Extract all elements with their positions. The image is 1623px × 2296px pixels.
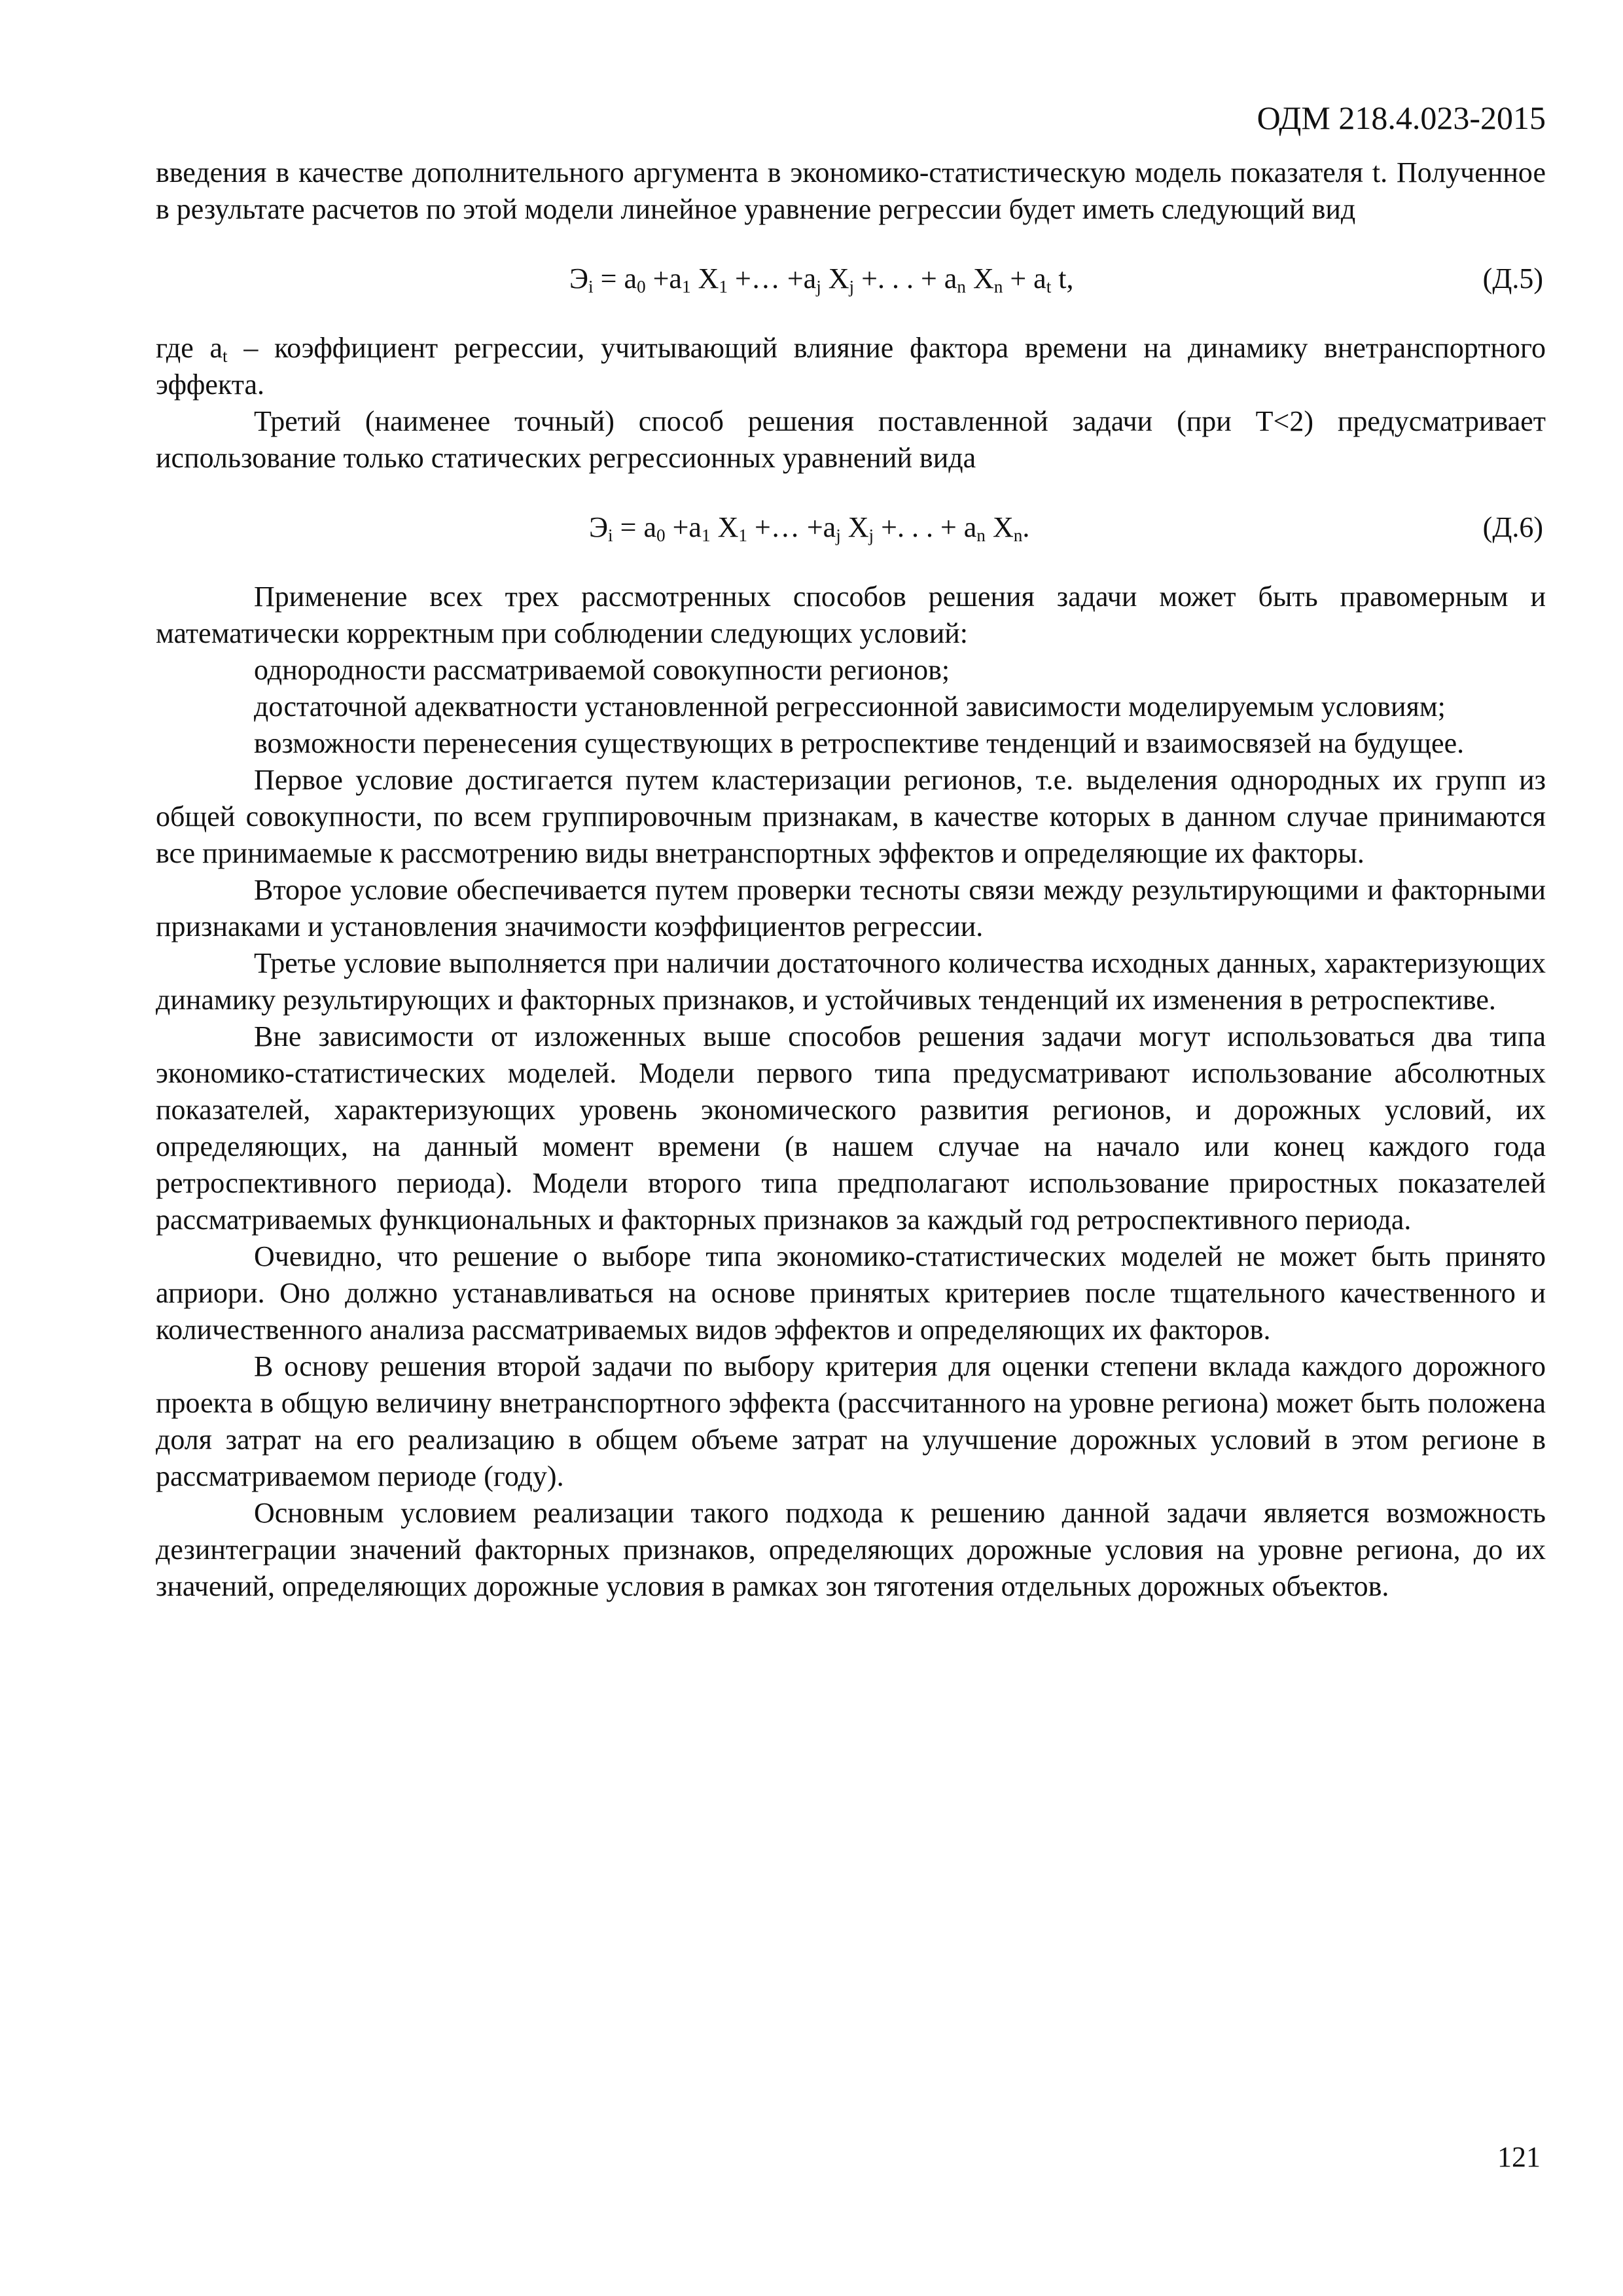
paragraph: где $a_t$ – коэффициент регрессии, учитывающий влияние фактора времени на динамику внетранспортного эффекта. <box>156 332 1546 401</box>
formula-d6 <box>156 509 1546 546</box>
document-code-header: ОДМ 218.4.023-2015 <box>1257 99 1546 136</box>
document-body <box>156 154 1546 1605</box>
formula-d5 <box>156 260 1546 297</box>
paragraph: Очевидно, что решение о выборе типа экономико-статистических моделей не может быть принято априори. Оно должно устанавливаться на основе принятых критериев после тщательного качественного и количественного анализа рассматриваемых видов эффектов и определяющих их факторов. <box>156 1240 1546 1346</box>
paragraph: Первое условие достигается путем кластеризации регионов, т.е. выделения однородных их групп из общей совокупности, по всем группировочным признакам, в качестве которых в данном случае принимаются все принимаемые к рассмотрению виды внетранспортных эффектов и определяющие их факторы. <box>156 764 1546 869</box>
paragraph: В основу решения второй задачи по выбору критерия для оценки степени вклада каждого дорожного проекта в общую величину внетранспортного эффекта (рассчитанного на уровне региона) может быть положена доля затрат на его реализацию в общем объеме затрат на улучшение дорожных условий в этом регионе в рассматриваемом периоде (году). <box>156 1350 1546 1492</box>
formula-expression: $Э_i = a_0 +a_1$ $X_1$ +… $+a_j$ $X_j$ +. . . + $a_n$ $X_n + a_t$ t, <box>569 262 1074 296</box>
paragraph: достаточной адекватности установленной регрессионной зависимости моделируемым условиям; <box>254 691 1446 723</box>
paragraph: Применение всех трех рассмотренных способов решения задачи может быть правомерным и математически корректным при соблюдении следующих условий: <box>156 581 1546 649</box>
paragraph: Третье условие выполняется при наличии достаточного количества исходных данных, характеризующих динамику результирующих и факторных признаков, и устойчивых тенденций их изменения в ретроспективе. <box>156 947 1546 1016</box>
paragraph: Основным условием реализации такого подхода к решению данной задачи является возможность дезинтеграции значений факторных признаков, определяющих дорожные условия на уровне региона, до их значений, определяющих дорожные условия в рамках зон тяготения отдельных дорожных объектов. <box>156 1497 1546 1602</box>
formula-number: (Д.5) <box>1482 262 1543 295</box>
paragraph: введения в качестве дополнительного аргумента в экономико-статистическую модель показателя t. Полученное в результате расчетов по этой модели линейное уравнение регрессии будет иметь следующий вид <box>156 156 1546 225</box>
paragraph: однородности рассматриваемой совокупности регионов; <box>254 654 950 686</box>
page-number: 121 <box>1497 2141 1541 2173</box>
formula-expression: $Э_i = a_0 +a_1$ $X_1$ +… $+a_j$ $X_j$ +. . . + $a_n$ $X_n$. <box>589 511 1030 545</box>
formula-number: (Д.6) <box>1482 511 1543 543</box>
paragraph: Второе условие обеспечивается путем проверки тесноты связи между результирующими и факторными признаками и установления значимости коэффициентов регрессии. <box>156 874 1546 942</box>
paragraph-lead: где $a_t$ <box>156 332 228 366</box>
paragraph: Третий (наименее точный) способ решения поставленной задачи (при Т<2) предусматривает использование только статических регрессионных уравнений вида <box>156 405 1546 474</box>
paragraph: возможности перенесения существующих в ретроспективе тенденций и взаимосвязей на будущее. <box>254 727 1465 759</box>
paragraph: Вне зависимости от изложенных выше способов решения задачи могут использоваться два типа экономико-статистических моделей. Модели первого типа предусматривают использование абсолютных показателей, характеризующих уровень экономического развития регионов, и дорожных условий, их определяющих, на данный момент времени (в нашем случае на начало или конец каждого года ретроспективного периода). Модели второго типа предполагают использование приростных показателей рассматриваемых функциональных и факторных признаков за каждый год ретроспективного периода. <box>156 1020 1546 1236</box>
